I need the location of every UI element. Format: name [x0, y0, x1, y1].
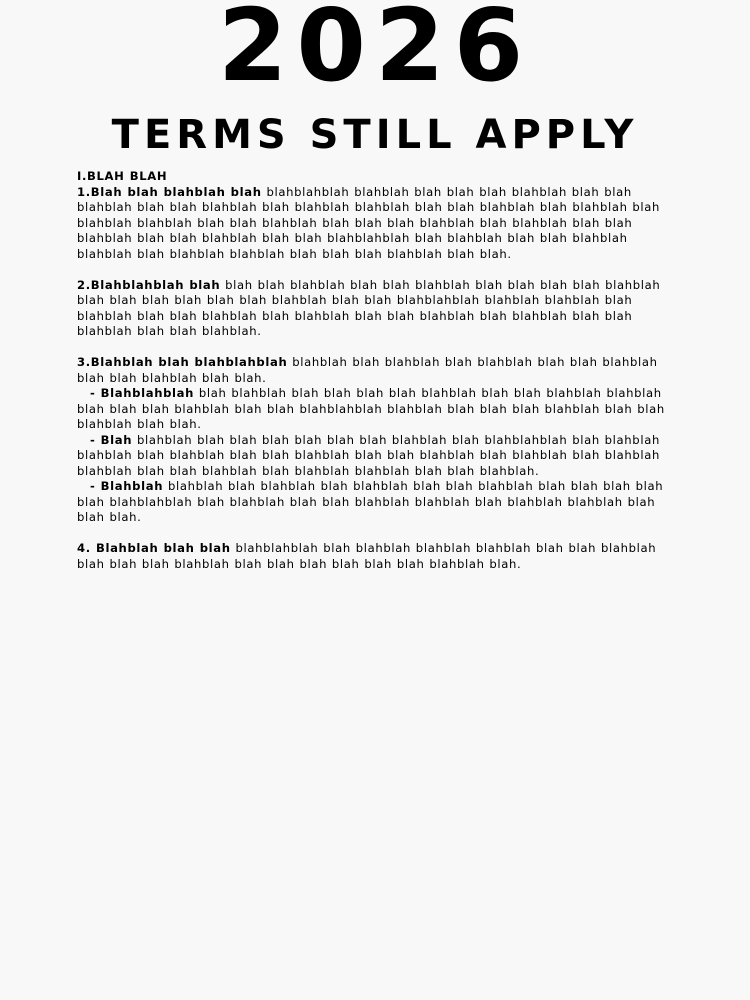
clause-3-item: [77, 479, 669, 526]
clause-3-item-lead: Blah: [100, 432, 133, 447]
clause-3-body: blahblah blah blahblah blah blahblah blah blah blahblah blah blah blahblah blah blah.: [77, 355, 658, 385]
clause-3: [77, 355, 669, 386]
terms-subtitle: TERMS STILL APPLY: [111, 112, 639, 158]
clause-2-lead: 2.Blahblahblah blah: [77, 277, 221, 292]
clause-1-lead: 1.Blah blah blahblah blah: [77, 184, 262, 199]
clause-4-lead: 4. Blahblah blah blah: [77, 541, 231, 555]
clause-2-body: blah blah blahblah blah blah blahblah blah blah blah blah blahblah blah blah blah blah blah blah blahblah blah blah blahblahblah blahblah blahblah blah blahblah blah blah blahblah blah blahblah blah blah blahblah blah blahblah blah blah blahblah blah blah blahblah.: [77, 277, 661, 338]
clause-3-item-lead: Blahblahblah: [100, 386, 195, 400]
clause-3-item-lead: Blahblah: [100, 479, 164, 493]
clause-4: [77, 541, 669, 572]
section-heading: I.BLAH BLAH: [77, 169, 168, 183]
clause-3-item-body: blahblah blah blah blah blah blah blah blahblah blah blahblahblah blah blahblah blahblah blah blahblah blah blah blahblah blah blah blahblah blah blahblah blah blahblah blahblah blah blah blahblah blah blahblah blahblah blah blah blahblah.: [77, 432, 661, 478]
year-title: 2026: [217, 0, 533, 104]
bullet-dash: -: [90, 432, 101, 447]
clause-1: [77, 185, 669, 263]
clause-2: [77, 278, 669, 340]
clause-1-body: blahblahblah blahblah blah blah blah blahblah blah blah blahblah blah blah blahblah blah blahblah blahblah blah blah blahblah blah blahblah blah blahblah blahblah blah blah blahblah blah blah blah blahblah blah blahblah blah blah blahblah blah blah blahblah blah blah blahblahblah blah blahblah blah blah blahblah blahblah blah blahblah blahblah blah blah blah blahblah blah blah.: [77, 184, 661, 261]
terms-text-block: [77, 169, 669, 572]
clause-3-item-body: blah blahblah blah blah blah blah blahblah blah blah blahblah blahblah blah blah blah blahblah blah blah blahblahblah blahblah blah blah blah blahblah blah blah blahblah blah blah.: [77, 386, 665, 431]
clause-3-lead: 3.Blahblah blah blahblahblah: [77, 355, 288, 369]
clause-3-item: [77, 433, 669, 480]
clause-4-body: blahblahblah blah blahblah blahblah blahblah blah blah blahblah blah blah blah blahblah blah blah blah blah blah blah blahblah blah.: [77, 541, 657, 571]
clause-3-item: [77, 386, 669, 433]
bullet-dash: -: [90, 479, 101, 493]
clause-3-item-body: blahblah blah blahblah blah blahblah blah blah blahblah blah blah blah blah blah blahblahblah blah blahblah blah blah blahblah blahblah blah blahblah blahblah blah blah blah.: [77, 479, 664, 524]
bullet-dash: -: [90, 386, 101, 400]
